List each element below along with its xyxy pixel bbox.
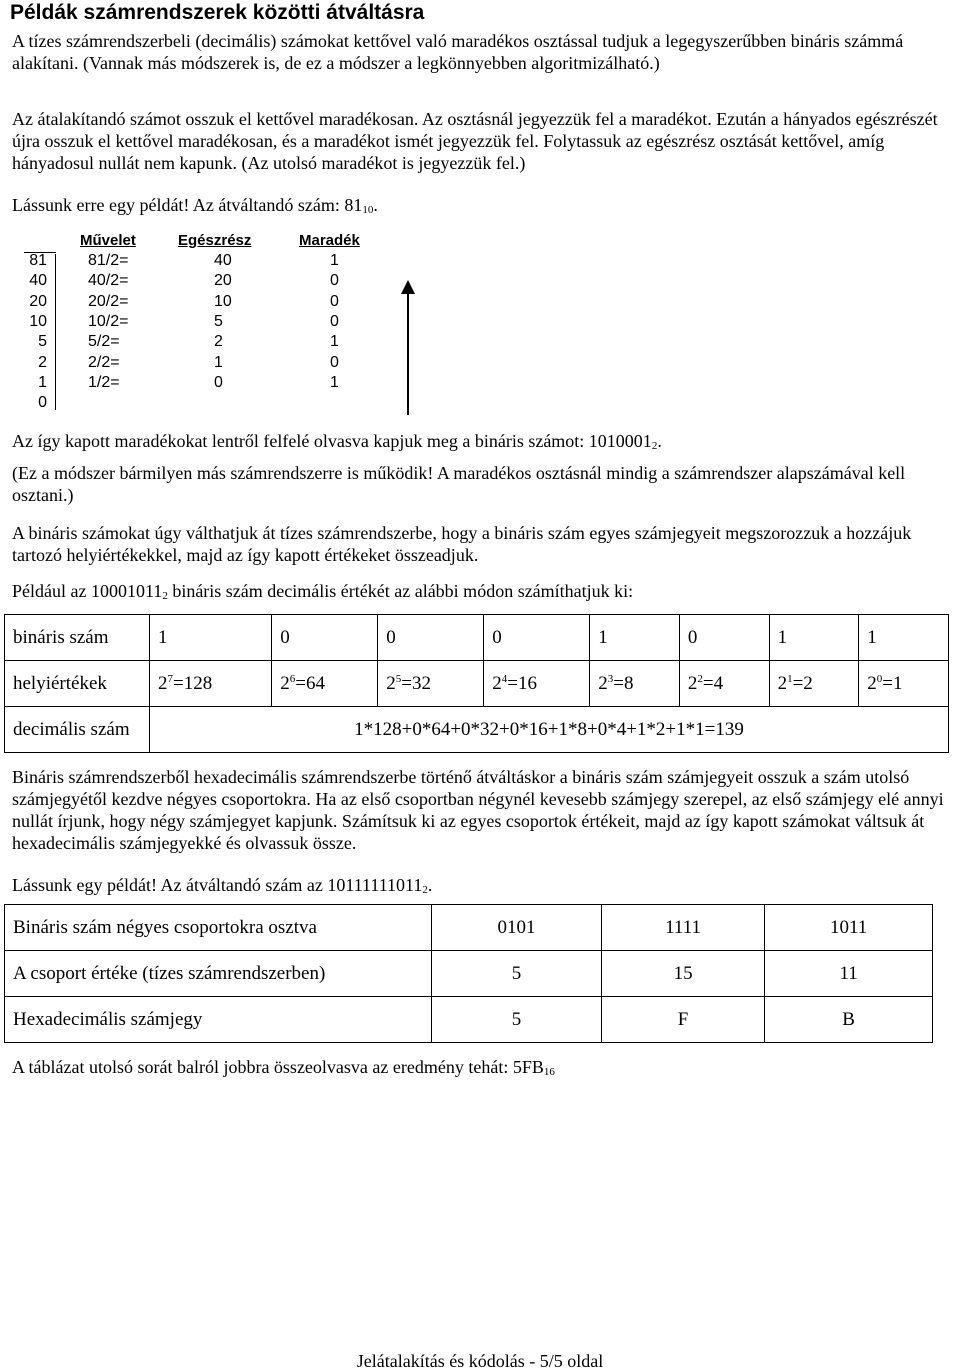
base: 2 [867, 672, 877, 694]
division-remainder: 0 [330, 272, 339, 290]
binary-result-end: . [657, 431, 662, 451]
table-cell: B [765, 997, 933, 1043]
table-cell [150, 661, 272, 707]
division-integer-part: 40 [214, 252, 232, 269]
exponent: 1 [787, 672, 793, 685]
hex-result-base: 16 [543, 1066, 555, 1078]
division-number: 0 [38, 394, 47, 412]
division-integer-part: 2 [214, 333, 223, 351]
division-remainder: 1 [330, 333, 339, 351]
division-integer-part: 0 [214, 373, 223, 391]
division-number: 1 [38, 373, 47, 391]
place-value: =1 [882, 672, 903, 694]
hex-result [12, 1056, 952, 1078]
division-operation: 40/2= [88, 272, 129, 290]
up-arrow-icon [398, 280, 418, 415]
table-cell: 15 [601, 951, 764, 997]
exponent: 2 [697, 672, 703, 685]
row-label-binary: bináris szám [5, 615, 150, 661]
header-integer: Egészrész [178, 232, 252, 249]
example-intro-text: Lássunk erre egy példát! Az átváltandó szám: 81 [12, 195, 363, 215]
exponent: 3 [607, 672, 614, 685]
table-cell: 5 [432, 997, 602, 1043]
division-remainder: 1 [330, 252, 339, 269]
division-figure [24, 232, 404, 412]
division-integer-part: 10 [214, 292, 232, 310]
decimal-formula: 1*128+0*64+0*32+0*16+1*8+0*4+1*2+1*1=139 [150, 707, 949, 753]
division-number: 81 [29, 252, 47, 269]
table-cell: 1 [859, 615, 949, 661]
place-value: =32 [401, 672, 431, 694]
exponent: 7 [167, 672, 173, 685]
division-operation: 1/2= [88, 373, 120, 391]
table-cell: F [601, 997, 764, 1043]
table-cell: 0 [378, 615, 484, 661]
table-cell: 11 [765, 951, 933, 997]
table-cell: 0 [272, 615, 378, 661]
exponent: 4 [501, 672, 508, 685]
table-cell [378, 661, 484, 707]
division-operation: 10/2= [88, 312, 129, 330]
place-value: =4 [702, 672, 724, 694]
hex-example-base: 2 [422, 884, 428, 896]
table-row [5, 661, 949, 707]
division-vline [55, 254, 56, 410]
example-binary [12, 580, 952, 602]
table-cell: 0 [679, 615, 769, 661]
table-cell: 1011 [765, 905, 933, 951]
base: 2 [158, 672, 168, 694]
example-binary-b: bináris szám decimális értékét az alábbi módon számíthatjuk ki: [167, 581, 634, 601]
exponent: 5 [395, 672, 402, 685]
division-number: 40 [29, 272, 47, 290]
table-cell: 1 [769, 615, 859, 661]
place-value: =8 [613, 672, 634, 694]
base: 2 [777, 672, 788, 694]
table-cell: 0 [484, 615, 590, 661]
table-row [5, 997, 933, 1043]
binary-result-text: Az így kapott maradékokat lentről felfelé olvasva kapjuk meg a bináris számot: 1010001 [12, 431, 652, 451]
hex-example-intro [12, 874, 952, 896]
base: 2 [386, 672, 396, 694]
base: 2 [687, 672, 698, 694]
division-remainder: 0 [330, 312, 339, 330]
example-intro-end: . [373, 195, 378, 215]
table-cell: 1 [590, 615, 680, 661]
binary-to-hex-paragraph: Bináris számrendszerből hexadecimális számrendszerbe történő átváltáskor a bináris szám számjegyeit osszuk a szám utolsó számjegyétől kezdve négyes csoportokra. Ha az első csoportban négynél kevesebb számjegy szerepel, az első számjegy elé annyi nullát írjunk, hogy négy számjegyet kapjunk. Számítsuk ki az egyes csoportok értékeit, majd az így kapott számokat váltsuk át hexadecimális számjegyekké és olvassuk össze. [12, 767, 944, 853]
division-integer-part: 20 [214, 272, 232, 290]
table-cell: 0101 [432, 905, 602, 951]
place-value: =2 [792, 672, 813, 694]
table-cell [859, 661, 949, 707]
table-row [5, 707, 949, 753]
example-intro-base: 10 [362, 204, 374, 216]
table-cell: 1 [150, 615, 272, 661]
note-paragraph: (Ez a módszer bármilyen más számrendszerre is működik! A maradékos osztásnál mindig a számrendszer alapszámával kell osztani.) [12, 463, 906, 505]
table-cell [679, 661, 769, 707]
base: 2 [598, 672, 608, 694]
place-value: =16 [507, 672, 537, 694]
table-row [5, 951, 933, 997]
binary-to-hex-table [4, 904, 933, 1043]
table-cell [590, 661, 680, 707]
division-number: 20 [29, 292, 47, 310]
base: 2 [492, 672, 502, 694]
table-cell: 5 [432, 951, 602, 997]
row-label-decimal: decimális szám [5, 707, 150, 753]
exponent: 0 [876, 672, 883, 685]
table-row [5, 905, 933, 951]
exponent: 6 [289, 672, 296, 685]
page-footer: Jelátalakítás és kódolás - 5/5 oldal [356, 1351, 604, 1371]
example-binary-base: 2 [162, 590, 168, 602]
division-operation: 20/2= [88, 292, 129, 310]
row-label: Bináris szám négyes csoportokra osztva [5, 905, 432, 951]
header-operation: Művelet [80, 232, 136, 249]
method-paragraph: Az átalakítandó számot osszuk el kettővel maradékosan. Az osztásnál jegyezzük fel a maradékot. Ezután a hányados egészrészét újra osszuk el kettővel maradékosan, és a maradékot ismét jegyezzük fel. Folytassuk az egészrész osztását kettővel, amíg hányadosul nullát nem kapunk. (Az utolsó maradékot is jegyezzük fel.) [12, 109, 938, 173]
table-cell [769, 661, 859, 707]
binary-result [12, 430, 952, 452]
table-cell: 1111 [601, 905, 764, 951]
place-value: =128 [173, 672, 213, 694]
division-number: 2 [38, 353, 47, 371]
division-number: 10 [29, 312, 47, 330]
binary-result-base: 2 [651, 440, 658, 452]
hex-example-end: . [427, 875, 433, 895]
table-cell [272, 661, 378, 707]
binary-to-decimal-table [4, 614, 949, 753]
binary-to-decimal-paragraph: A bináris számokat úgy válthatjuk át tízes számrendszerbe, hogy a bináris szám egyes számjegyeit megszorozzuk a hozzájuk tartozó helyiértékekkel, majd az így kapott értékeket összeadjuk. [12, 523, 912, 565]
division-number: 5 [38, 333, 47, 351]
header-remainder: Maradék [299, 232, 360, 249]
division-operation: 81/2= [88, 252, 129, 269]
hex-example-text: Lássunk egy példát! Az átváltandó szám az 10111111011 [12, 875, 423, 895]
table-row [5, 615, 949, 661]
row-label: A csoport értéke (tízes számrendszerben) [5, 951, 432, 997]
division-integer-part: 5 [214, 312, 223, 330]
row-label: Hexadecimális számjegy [5, 997, 432, 1043]
page-title: Példák számrendszerek közötti átváltásra [10, 1, 425, 24]
division-integer-part: 1 [214, 353, 223, 371]
division-operation: 5/2= [88, 333, 120, 351]
division-operation: 2/2= [88, 353, 120, 371]
division-remainder: 0 [330, 292, 339, 310]
intro-paragraph: A tízes számrendszerbeli (decimális) számokat kettővel való maradékos osztással tudjuk a legegyszerűbben bináris számmá alakítani. (Vannak más módszerek is, de ez a módszer a legkönnyebben algoritmizálható.) [12, 31, 904, 73]
example-intro [12, 194, 952, 216]
table-cell [484, 661, 590, 707]
division-remainder: 0 [330, 353, 339, 371]
row-label-place-values: helyiértékek [5, 661, 150, 707]
hex-result-text: A táblázat utolsó sorát balról jobbra összeolvasva az eredmény tehát: 5FB [12, 1057, 544, 1077]
division-remainder: 1 [330, 373, 339, 391]
example-binary-a: Például az 10001011 [12, 581, 163, 601]
place-value: =64 [295, 672, 326, 694]
base: 2 [280, 672, 290, 694]
